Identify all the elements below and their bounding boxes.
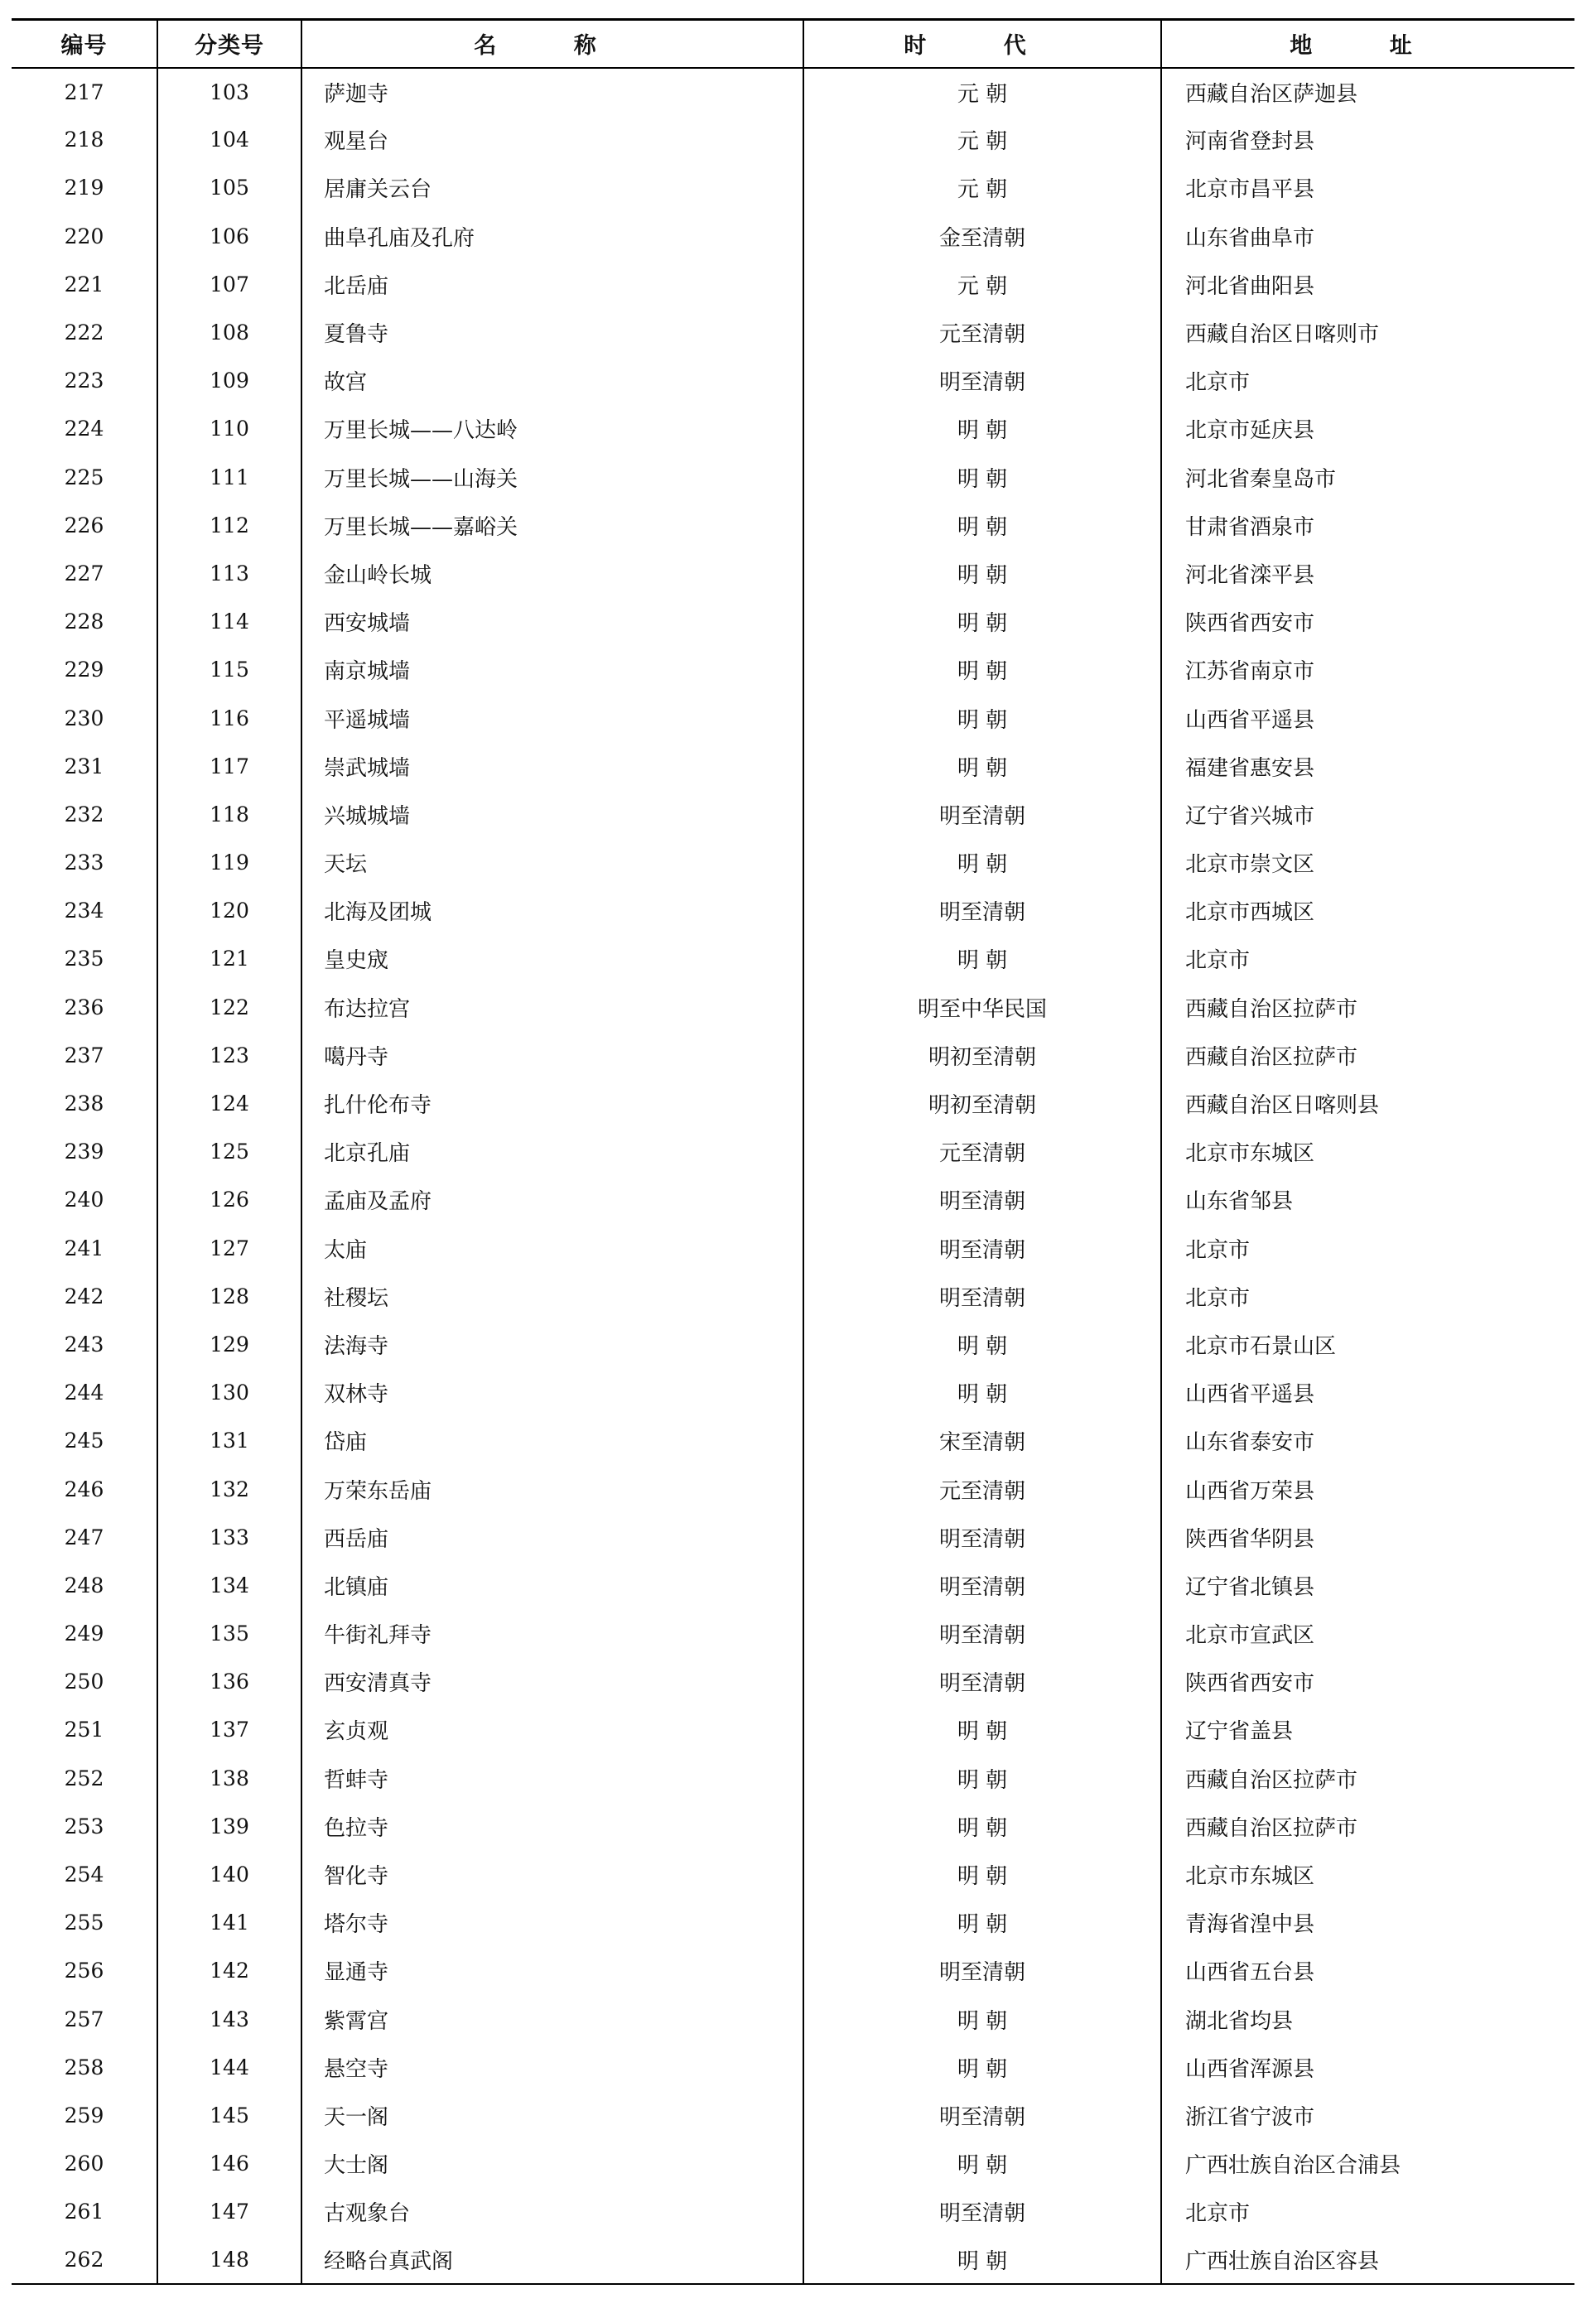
cell-address: 北京市延庆县 <box>1161 405 1574 453</box>
cell-class-number: 107 <box>157 260 301 308</box>
cell-id: 231 <box>64 754 104 778</box>
cell-class-number: 118 <box>157 790 301 838</box>
table-row <box>12 983 1574 1031</box>
cell-era: 明 朝 <box>803 646 1161 694</box>
cell-era: 明至清朝 <box>803 2188 1161 2236</box>
cell-class-number: 111 <box>157 453 301 501</box>
cell-name: 天一阁 <box>301 2091 803 2139</box>
table-row <box>12 1128 1574 1176</box>
cell-address: 西藏自治区拉萨市 <box>1161 1802 1574 1850</box>
table-row <box>12 694 1574 742</box>
cell-id: 261 <box>64 2200 104 2224</box>
table-row <box>12 1802 1574 1850</box>
cell-id: 234 <box>64 899 104 923</box>
cell-class-number: 133 <box>157 1513 301 1561</box>
cell-address: 北京市东城区 <box>1161 1128 1574 1176</box>
table-row <box>12 453 1574 501</box>
table-row <box>12 2043 1574 2091</box>
cell-name: 经略台真武阁 <box>301 2236 803 2284</box>
cell-id: 236 <box>64 995 104 1019</box>
table-row <box>12 1947 1574 1995</box>
cell-id: 222 <box>64 320 104 345</box>
cell-address: 陕西省西安市 <box>1161 1658 1574 1706</box>
cell-address: 山西省平遥县 <box>1161 1369 1574 1417</box>
cell-id: 227 <box>64 561 104 585</box>
cell-era: 明初至清朝 <box>803 1079 1161 1127</box>
cell-era: 明初至清朝 <box>803 1031 1161 1079</box>
cell-era: 明至清朝 <box>803 1561 1161 1609</box>
cell-id: 255 <box>64 1911 104 1935</box>
header-era: 时 代 <box>803 20 1161 68</box>
cell-name: 居庸关云台 <box>301 164 803 212</box>
table-row <box>12 2140 1574 2188</box>
cell-era: 明至清朝 <box>803 1658 1161 1706</box>
cell-era: 明 朝 <box>803 549 1161 597</box>
cell-name: 北海及团城 <box>301 887 803 935</box>
cell-address: 河北省曲阳县 <box>1161 260 1574 308</box>
cell-id: 251 <box>64 1718 104 1742</box>
cell-address: 北京市 <box>1161 1224 1574 1272</box>
cell-class-number: 109 <box>157 357 301 405</box>
cell-era: 明 朝 <box>803 1706 1161 1754</box>
table-row <box>12 2188 1574 2236</box>
cell-address: 陕西省西安市 <box>1161 598 1574 646</box>
table-row <box>12 1079 1574 1127</box>
table-row <box>12 1754 1574 1802</box>
cell-id: 233 <box>64 851 104 875</box>
cell-class-number: 110 <box>157 405 301 453</box>
cell-class-number: 141 <box>157 1899 301 1947</box>
cell-address: 山西省五台县 <box>1161 1947 1574 1995</box>
table-row <box>12 2236 1574 2284</box>
cell-era: 元至清朝 <box>803 1465 1161 1513</box>
cell-id: 224 <box>64 417 104 441</box>
cell-era: 明至清朝 <box>803 1272 1161 1320</box>
header-class-number: 分类号 <box>157 20 301 68</box>
cell-class-number: 123 <box>157 1031 301 1079</box>
table-body <box>12 68 1574 2285</box>
cell-id: 239 <box>64 1140 104 1164</box>
cell-era: 明 朝 <box>803 405 1161 453</box>
cell-id: 235 <box>64 947 104 971</box>
table-row <box>12 1224 1574 1272</box>
cell-class-number: 148 <box>157 2236 301 2284</box>
table-row <box>12 1369 1574 1417</box>
cell-era: 明 朝 <box>803 2140 1161 2188</box>
cell-id: 229 <box>64 658 104 682</box>
cell-address: 西藏自治区拉萨市 <box>1161 983 1574 1031</box>
table-row <box>12 1561 1574 1609</box>
cell-address: 北京市昌平县 <box>1161 164 1574 212</box>
cell-address: 甘肃省酒泉市 <box>1161 501 1574 549</box>
cell-id: 246 <box>64 1477 104 1501</box>
cell-address: 辽宁省盖县 <box>1161 1706 1574 1754</box>
cell-era: 明 朝 <box>803 839 1161 887</box>
cell-name: 崇武城墙 <box>301 742 803 790</box>
cell-name: 平遥城墙 <box>301 694 803 742</box>
cell-class-number: 140 <box>157 1850 301 1898</box>
cell-name: 天坛 <box>301 839 803 887</box>
cell-class-number: 125 <box>157 1128 301 1176</box>
cell-id: 258 <box>64 2055 104 2079</box>
table-row <box>12 68 1574 116</box>
cell-address: 北京市崇文区 <box>1161 839 1574 887</box>
cell-era: 明 朝 <box>803 501 1161 549</box>
cell-class-number: 147 <box>157 2188 301 2236</box>
cell-address: 辽宁省北镇县 <box>1161 1561 1574 1609</box>
cell-name: 噶丹寺 <box>301 1031 803 1079</box>
table-row <box>12 1610 1574 1658</box>
cell-name: 故宫 <box>301 357 803 405</box>
cell-class-number: 103 <box>157 68 301 116</box>
table-row <box>12 1658 1574 1706</box>
cell-name: 西安清真寺 <box>301 1658 803 1706</box>
cell-id: 250 <box>64 1670 104 1694</box>
cell-name: 万里长城——嘉峪关 <box>301 501 803 549</box>
cell-class-number: 120 <box>157 887 301 935</box>
cell-id: 241 <box>64 1236 104 1260</box>
cell-class-number: 106 <box>157 212 301 260</box>
cell-era: 明至清朝 <box>803 2091 1161 2139</box>
cell-address: 青海省湟中县 <box>1161 1899 1574 1947</box>
table-row <box>12 1176 1574 1224</box>
cell-id: 252 <box>64 1766 104 1790</box>
cell-era: 明 朝 <box>803 453 1161 501</box>
cell-class-number: 135 <box>157 1610 301 1658</box>
cell-id: 249 <box>64 1622 104 1646</box>
table-row <box>12 1995 1574 2043</box>
table-row <box>12 164 1574 212</box>
table-row <box>12 1706 1574 1754</box>
cell-era: 金至清朝 <box>803 212 1161 260</box>
header-id: 编号 <box>12 20 157 68</box>
cell-id: 237 <box>64 1043 104 1067</box>
table-row <box>12 357 1574 405</box>
cell-id: 248 <box>64 1573 104 1597</box>
cell-class-number: 139 <box>157 1802 301 1850</box>
table-row <box>12 887 1574 935</box>
table-row <box>12 742 1574 790</box>
cell-name: 太庙 <box>301 1224 803 1272</box>
cell-id: 223 <box>64 369 104 393</box>
cell-name: 显通寺 <box>301 1947 803 1995</box>
table-row <box>12 501 1574 549</box>
cell-name: 万里长城——八达岭 <box>301 405 803 453</box>
cell-address: 山西省平遥县 <box>1161 694 1574 742</box>
cell-address: 北京市东城区 <box>1161 1850 1574 1898</box>
table-row <box>12 790 1574 838</box>
cell-id: 221 <box>64 272 104 296</box>
cell-id: 244 <box>64 1381 104 1405</box>
table-row <box>12 646 1574 694</box>
cell-address: 河南省登封县 <box>1161 116 1574 164</box>
cell-address: 北京市 <box>1161 2188 1574 2236</box>
cell-id: 228 <box>64 610 104 634</box>
cell-id: 226 <box>64 513 104 537</box>
cell-id: 238 <box>64 1091 104 1116</box>
cell-address: 浙江省宁波市 <box>1161 2091 1574 2139</box>
cell-name: 大士阁 <box>301 2140 803 2188</box>
cell-era: 明 朝 <box>803 742 1161 790</box>
cell-name: 塔尔寺 <box>301 1899 803 1947</box>
cell-era: 元 朝 <box>803 260 1161 308</box>
table-row <box>12 1417 1574 1465</box>
cell-name: 哲蚌寺 <box>301 1754 803 1802</box>
cell-era: 元 朝 <box>803 68 1161 116</box>
cell-class-number: 116 <box>157 694 301 742</box>
cell-name: 万荣东岳庙 <box>301 1465 803 1513</box>
cell-name: 北岳庙 <box>301 260 803 308</box>
cell-class-number: 143 <box>157 1995 301 2043</box>
cell-id: 217 <box>64 80 104 104</box>
cell-id: 259 <box>64 2103 104 2127</box>
table-row <box>12 598 1574 646</box>
cell-name: 古观象台 <box>301 2188 803 2236</box>
heritage-sites-table <box>12 18 1574 2285</box>
cell-address: 湖北省均县 <box>1161 1995 1574 2043</box>
cell-address: 山东省曲阜市 <box>1161 212 1574 260</box>
cell-id: 243 <box>64 1332 104 1356</box>
cell-class-number: 104 <box>157 116 301 164</box>
cell-address: 北京市石景山区 <box>1161 1320 1574 1368</box>
table-row <box>12 935 1574 983</box>
cell-era: 明至清朝 <box>803 1176 1161 1224</box>
cell-name: 北镇庙 <box>301 1561 803 1609</box>
cell-address: 西藏自治区日喀则市 <box>1161 308 1574 356</box>
cell-class-number: 136 <box>157 1658 301 1706</box>
cell-name: 扎什伦布寺 <box>301 1079 803 1127</box>
cell-era: 明至清朝 <box>803 790 1161 838</box>
cell-id: 260 <box>64 2152 104 2176</box>
cell-era: 明 朝 <box>803 1899 1161 1947</box>
cell-era: 明 朝 <box>803 1320 1161 1368</box>
table-row <box>12 1031 1574 1079</box>
cell-name: 金山岭长城 <box>301 549 803 597</box>
cell-address: 北京市西城区 <box>1161 887 1574 935</box>
cell-class-number: 137 <box>157 1706 301 1754</box>
cell-class-number: 108 <box>157 308 301 356</box>
cell-name: 兴城城墙 <box>301 790 803 838</box>
cell-era: 明 朝 <box>803 598 1161 646</box>
cell-name: 牛街礼拜寺 <box>301 1610 803 1658</box>
cell-address: 西藏自治区拉萨市 <box>1161 1754 1574 1802</box>
table-row <box>12 1465 1574 1513</box>
cell-name: 西岳庙 <box>301 1513 803 1561</box>
cell-id: 220 <box>64 224 104 248</box>
cell-era: 宋至清朝 <box>803 1417 1161 1465</box>
cell-address: 广西壮族自治区容县 <box>1161 2236 1574 2284</box>
table-row <box>12 1513 1574 1561</box>
cell-era: 明至中华民国 <box>803 983 1161 1031</box>
cell-address: 山东省邹县 <box>1161 1176 1574 1224</box>
cell-era: 明 朝 <box>803 935 1161 983</box>
table-row <box>12 405 1574 453</box>
cell-id: 247 <box>64 1525 104 1549</box>
cell-class-number: 127 <box>157 1224 301 1272</box>
table-row <box>12 1320 1574 1368</box>
cell-name: 双林寺 <box>301 1369 803 1417</box>
cell-class-number: 128 <box>157 1272 301 1320</box>
table-row <box>12 1850 1574 1898</box>
cell-era: 明 朝 <box>803 2236 1161 2284</box>
cell-era: 明 朝 <box>803 1995 1161 2043</box>
cell-address: 陕西省华阴县 <box>1161 1513 1574 1561</box>
cell-address: 西藏自治区日喀则县 <box>1161 1079 1574 1127</box>
cell-id: 242 <box>64 1284 104 1308</box>
cell-name: 法海寺 <box>301 1320 803 1368</box>
cell-class-number: 132 <box>157 1465 301 1513</box>
cell-address: 北京市 <box>1161 357 1574 405</box>
cell-address: 西藏自治区拉萨市 <box>1161 1031 1574 1079</box>
cell-name: 西安城墙 <box>301 598 803 646</box>
cell-class-number: 117 <box>157 742 301 790</box>
table-row <box>12 1272 1574 1320</box>
cell-id: 240 <box>64 1188 104 1212</box>
cell-class-number: 113 <box>157 549 301 597</box>
cell-class-number: 146 <box>157 2140 301 2188</box>
cell-id: 232 <box>64 802 104 826</box>
cell-name: 紫霄宫 <box>301 1995 803 2043</box>
cell-era: 明至清朝 <box>803 1224 1161 1272</box>
cell-address: 西藏自治区萨迦县 <box>1161 68 1574 116</box>
table-row <box>12 212 1574 260</box>
cell-id: 254 <box>64 1862 104 1887</box>
table-row <box>12 308 1574 356</box>
cell-era: 元至清朝 <box>803 308 1161 356</box>
cell-era: 明至清朝 <box>803 1610 1161 1658</box>
cell-address: 北京市 <box>1161 935 1574 983</box>
cell-era: 明 朝 <box>803 694 1161 742</box>
cell-era: 明 朝 <box>803 1369 1161 1417</box>
cell-id: 219 <box>64 176 104 200</box>
cell-name: 孟庙及孟府 <box>301 1176 803 1224</box>
cell-class-number: 122 <box>157 983 301 1031</box>
cell-address: 河北省秦皇岛市 <box>1161 453 1574 501</box>
table-row <box>12 116 1574 164</box>
cell-class-number: 124 <box>157 1079 301 1127</box>
cell-class-number: 105 <box>157 164 301 212</box>
cell-name: 布达拉宫 <box>301 983 803 1031</box>
cell-era: 元 朝 <box>803 164 1161 212</box>
cell-era: 明至清朝 <box>803 1947 1161 1995</box>
cell-address: 辽宁省兴城市 <box>1161 790 1574 838</box>
cell-era: 明 朝 <box>803 2043 1161 2091</box>
cell-name: 智化寺 <box>301 1850 803 1898</box>
cell-id: 225 <box>64 465 104 489</box>
cell-address: 山西省万荣县 <box>1161 1465 1574 1513</box>
cell-era: 明至清朝 <box>803 1513 1161 1561</box>
cell-name: 万里长城——山海关 <box>301 453 803 501</box>
cell-name: 皇史宬 <box>301 935 803 983</box>
cell-name: 萨迦寺 <box>301 68 803 116</box>
cell-name: 悬空寺 <box>301 2043 803 2091</box>
cell-id: 262 <box>12 2236 157 2284</box>
table-row <box>12 549 1574 597</box>
cell-class-number: 134 <box>157 1561 301 1609</box>
cell-name: 曲阜孔庙及孔府 <box>301 212 803 260</box>
cell-address: 山东省泰安市 <box>1161 1417 1574 1465</box>
table-row <box>12 839 1574 887</box>
cell-class-number: 142 <box>157 1947 301 1995</box>
cell-id: 253 <box>64 1814 104 1838</box>
cell-id: 230 <box>64 706 104 730</box>
cell-name: 南京城墙 <box>301 646 803 694</box>
cell-name: 色拉寺 <box>301 1802 803 1850</box>
cell-era: 元 朝 <box>803 116 1161 164</box>
cell-name: 玄贞观 <box>301 1706 803 1754</box>
cell-class-number: 129 <box>157 1320 301 1368</box>
cell-class-number: 115 <box>157 646 301 694</box>
cell-id: 245 <box>64 1429 104 1453</box>
cell-class-number: 130 <box>157 1369 301 1417</box>
cell-era: 明 朝 <box>803 1802 1161 1850</box>
cell-era: 明 朝 <box>803 1850 1161 1898</box>
cell-class-number: 121 <box>157 935 301 983</box>
cell-class-number: 144 <box>157 2043 301 2091</box>
cell-address: 河北省滦平县 <box>1161 549 1574 597</box>
cell-id: 257 <box>64 2007 104 2031</box>
cell-class-number: 131 <box>157 1417 301 1465</box>
cell-class-number: 112 <box>157 501 301 549</box>
cell-name: 岱庙 <box>301 1417 803 1465</box>
cell-name: 观星台 <box>301 116 803 164</box>
table-row <box>12 2091 1574 2139</box>
cell-era: 明 朝 <box>803 1754 1161 1802</box>
cell-address: 山西省浑源县 <box>1161 2043 1574 2091</box>
cell-name: 社稷坛 <box>301 1272 803 1320</box>
cell-name: 北京孔庙 <box>301 1128 803 1176</box>
cell-class-number: 138 <box>157 1754 301 1802</box>
cell-era: 明至清朝 <box>803 357 1161 405</box>
table-header-row <box>12 20 1574 68</box>
table-row <box>12 1899 1574 1947</box>
cell-address: 广西壮族自治区合浦县 <box>1161 2140 1574 2188</box>
table-row <box>12 260 1574 308</box>
cell-name: 夏鲁寺 <box>301 308 803 356</box>
cell-era: 明至清朝 <box>803 887 1161 935</box>
cell-class-number: 145 <box>157 2091 301 2139</box>
cell-address: 北京市 <box>1161 1272 1574 1320</box>
cell-class-number: 114 <box>157 598 301 646</box>
cell-id: 256 <box>64 1959 104 1983</box>
header-address: 地 址 <box>1161 20 1574 68</box>
cell-class-number: 126 <box>157 1176 301 1224</box>
cell-address: 北京市宣武区 <box>1161 1610 1574 1658</box>
cell-era: 元至清朝 <box>803 1128 1161 1176</box>
cell-address: 江苏省南京市 <box>1161 646 1574 694</box>
cell-class-number: 119 <box>157 839 301 887</box>
cell-id: 218 <box>64 128 104 152</box>
header-name: 名 称 <box>301 20 803 68</box>
cell-address: 福建省惠安县 <box>1161 742 1574 790</box>
